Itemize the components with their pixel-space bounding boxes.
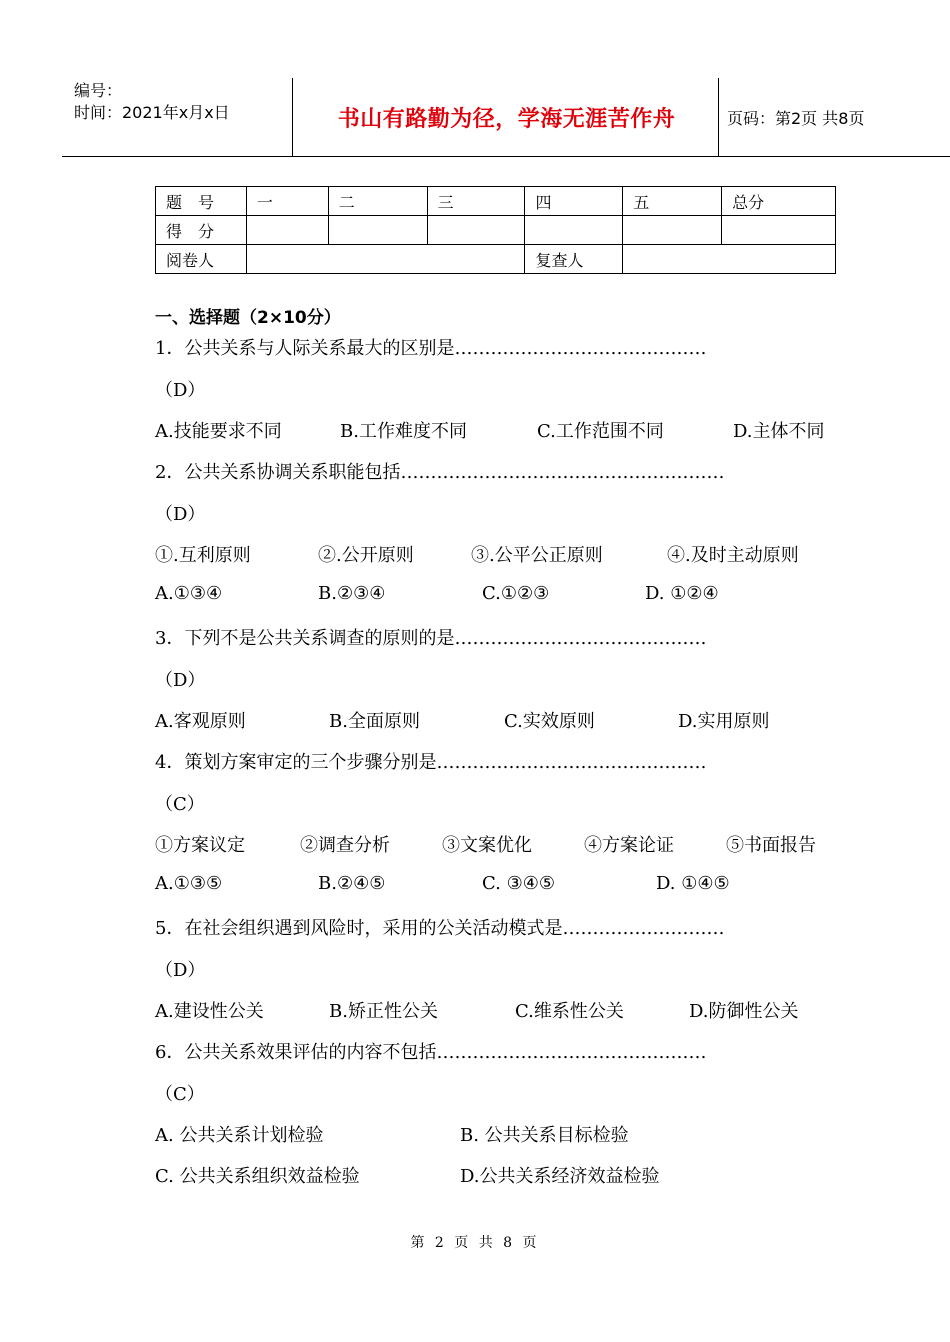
question-answer: （C） bbox=[155, 794, 205, 815]
table-cell: 二 bbox=[328, 187, 427, 216]
question-answer: （D） bbox=[155, 670, 206, 691]
option: C.①②③ bbox=[482, 583, 550, 604]
page-footer: 第 2 页 共 8 页 bbox=[410, 1235, 540, 1251]
header-divider bbox=[718, 78, 719, 156]
header-divider bbox=[292, 78, 293, 156]
table-cell: 题 号 bbox=[156, 187, 247, 216]
item: ③文案优化 bbox=[442, 835, 532, 856]
option: C. 公共关系组织效益检验 bbox=[155, 1166, 360, 1187]
item: ②调查分析 bbox=[300, 835, 390, 856]
table-cell: 三 bbox=[427, 187, 525, 216]
option: D.防御性公关 bbox=[689, 1001, 799, 1022]
option: D.主体不同 bbox=[733, 421, 825, 442]
option: D.公共关系经济效益检验 bbox=[460, 1166, 660, 1187]
score-table bbox=[155, 186, 836, 274]
option: B. 公共关系目标检验 bbox=[460, 1125, 629, 1146]
option: B.②③④ bbox=[318, 583, 386, 604]
table-cell: 四 bbox=[525, 187, 623, 216]
number-label: 编号： bbox=[74, 81, 123, 100]
item: ①方案议定 bbox=[155, 835, 245, 856]
header-motto: 书山有路勤为径，学海无涯苦作舟 bbox=[337, 107, 676, 132]
option: C.工作范围不同 bbox=[537, 421, 664, 442]
option: B.工作难度不同 bbox=[340, 421, 467, 442]
question-stem: 3．下列不是公共关系调查的原则的是…………………………………… bbox=[155, 628, 707, 649]
option: D. ①②④ bbox=[645, 583, 719, 604]
item: ③.公平公正原则 bbox=[471, 545, 603, 566]
header-meta bbox=[74, 80, 294, 124]
question-answer: （D） bbox=[155, 504, 206, 525]
option: C.实效原则 bbox=[504, 711, 595, 732]
table-row bbox=[156, 216, 836, 245]
table-cell: 一 bbox=[246, 187, 328, 216]
date-label: 时间：2021年x月x日 bbox=[74, 103, 230, 122]
question-answer: （D） bbox=[155, 380, 206, 401]
option: B.全面原则 bbox=[329, 711, 420, 732]
score-cell bbox=[427, 216, 525, 245]
table-cell: 得 分 bbox=[156, 216, 247, 245]
option: B.矫正性公关 bbox=[329, 1001, 438, 1022]
header-page-info: 页码：第2页 共8页 bbox=[727, 109, 865, 128]
option: A.客观原则 bbox=[155, 711, 246, 732]
option: D. ①④⑤ bbox=[656, 873, 730, 894]
table-row bbox=[156, 187, 836, 216]
question-answer: （C） bbox=[155, 1084, 205, 1105]
section-title: 一、选择题（2×10分） bbox=[155, 308, 341, 328]
item: ①.互利原则 bbox=[155, 545, 251, 566]
score-cell bbox=[525, 216, 623, 245]
option: A.①③⑤ bbox=[155, 873, 223, 894]
option: A.建设性公关 bbox=[155, 1001, 264, 1022]
question-answer: （D） bbox=[155, 960, 206, 981]
table-cell: 阅卷人 bbox=[156, 245, 247, 274]
page-header bbox=[62, 78, 950, 157]
reviewer-cell bbox=[246, 245, 525, 274]
table-cell: 五 bbox=[623, 187, 722, 216]
option: D.实用原则 bbox=[678, 711, 770, 732]
score-cell bbox=[246, 216, 328, 245]
item: ⑤书面报告 bbox=[726, 835, 816, 856]
rechecker-cell bbox=[623, 245, 836, 274]
score-cell bbox=[328, 216, 427, 245]
table-cell: 复查人 bbox=[525, 245, 623, 274]
question-stem: 6．公共关系效果评估的内容不包括……………………………………… bbox=[155, 1042, 707, 1063]
item: ④方案论证 bbox=[584, 835, 674, 856]
question-stem: 1．公共关系与人际关系最大的区别是…………………………………… bbox=[155, 338, 707, 359]
table-row bbox=[156, 245, 836, 274]
item: ②.公开原则 bbox=[318, 545, 414, 566]
score-cell bbox=[623, 216, 722, 245]
question-stem: 2．公共关系协调关系职能包括……………………………………………… bbox=[155, 462, 725, 483]
question-stem: 4．策划方案审定的三个步骤分别是……………………………………… bbox=[155, 752, 707, 773]
option: C. ③④⑤ bbox=[482, 873, 555, 894]
option: A.①③④ bbox=[155, 583, 223, 604]
score-cell bbox=[722, 216, 836, 245]
option: C.维系性公关 bbox=[515, 1001, 624, 1022]
option: A.技能要求不同 bbox=[155, 421, 282, 442]
item: ④.及时主动原则 bbox=[667, 545, 799, 566]
option: B.②④⑤ bbox=[318, 873, 386, 894]
question-stem: 5．在社会组织遇到风险时，采用的公关活动模式是……………………… bbox=[155, 918, 725, 939]
option: A. 公共关系计划检验 bbox=[155, 1125, 324, 1146]
table-cell: 总分 bbox=[722, 187, 836, 216]
